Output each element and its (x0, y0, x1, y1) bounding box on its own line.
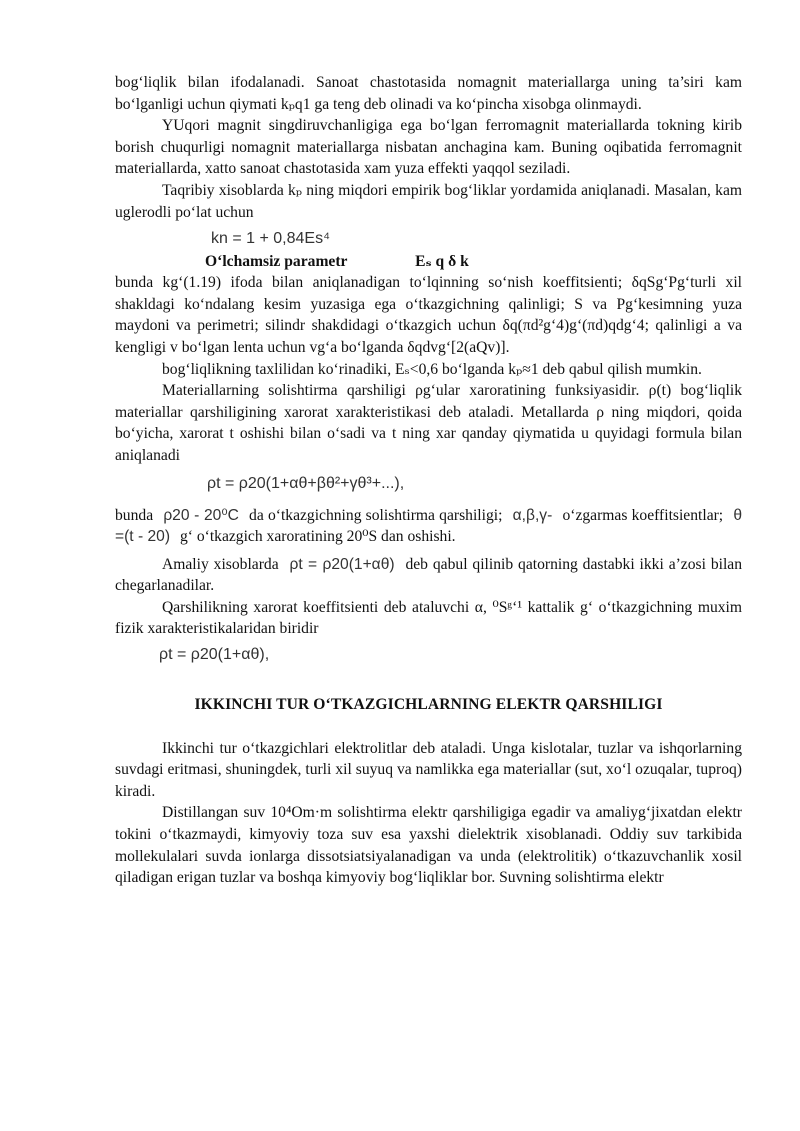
p7-text-3: o‘zgarmas (562, 506, 628, 524)
paragraph-1: bog‘liqlik bilan ifodalanadi. Sanoat chastotasida nomagnit materiallarga uning ta’siri kam bo‘lganligi uchun qiymati kₚq1 ga teng deb olinadi va ko‘pincha xisobga olinmaydi. (115, 74, 742, 113)
paragraph-8 (115, 554, 742, 597)
paragraph-5: bog‘liqlikning taxlilidan ko‘rinadiki, Eₛ<0,6 bo‘lganda kₚ≈1 deb qabul qilish mumkin. (162, 360, 702, 378)
document-page (115, 72, 742, 889)
paragraph-10: Ikkinchi tur o‘tkazgichlari elektrolitlar deb ataladi. Unga kislotalar, tuzlar va ishqorlarning suvdagi eritmasi, shuningdek, turli xil suyuq va namlikka ega materiallar (sut, xo‘l ozuqalar, tuproq) kiradi. (115, 739, 742, 800)
formula-rho-linear: ρt = ρ20(1+αθ), (159, 646, 270, 664)
p8-text-2: deb qabul qilinib qatorning dastabki ikki a’zosi bilan chegarlanadilar. (115, 555, 742, 595)
formula-rho-series: ρt = ρ20(1+αθ+βθ²+γθ³+...), (207, 474, 405, 492)
caption-line (205, 252, 742, 272)
paragraph-11: Distillangan suv 10⁴Om·m solishtirma elektr qarshiligiga egadir va amaliyg‘jixatdan elektr tokini o‘tkazmaydi, kimyoviy toza suv esa yaxshi dielektrik xisoblanadi. Oddiy suv tarkibida mollekulalari suvda ionlarga dissotsiatsiyalanadigan va unda (elektrolitik) o‘tkazuvchanlik xosil qiladigan erigan tuzlar va boshqa kimyoviy bog‘liqliklar bor. Suvning solishtirma elektr (115, 804, 742, 887)
caption-left: O‘lchamsiz parametr (205, 253, 348, 271)
p8-text-1: Amaliy xisoblarda (162, 555, 279, 573)
formula-kn: kn = 1 + 0,84Es⁴ (211, 230, 330, 248)
paragraph-3: Taqribiy xisoblarda kₚ ning miqdori empirik bog‘liklar yordamida aniqlanadi. Masalan, kam uglerodli po‘lat uchun (115, 181, 742, 221)
p7-text-5: g‘ o‘tkazgich xaroratining 20⁰S dan oshishi. (179, 528, 456, 546)
p7-formula-rho20: ρ20 - 20⁰C (163, 506, 239, 524)
caption-right: Eₛ q δ k (415, 253, 469, 271)
p7-formula-theta: θ =(t - 20) (115, 506, 743, 546)
paragraph-6: Materiallarning solishtirma qarshiligi ρg‘ular xaroratining funksiyasidir. ρ(t) bog‘liqlik materiallar qarshiligining xarorat xarakteristikasi deb ataladi. Metallarda ρ ning miqdori, qoida bo‘yicha, xarorat t oshishi bilan o‘sadi va t ning xar qanday qiymatida u quyidagi formula bilan aniqlanadi (115, 382, 742, 464)
p7-text-2: da o‘tkazgichning solishtirma qarshiligi; (249, 506, 503, 524)
section-heading: IKKINCHI TUR O‘TKAZGICHLARNING ELEKTR QARSHILIGI (194, 696, 663, 714)
paragraph-2: YUqori magnit singdiruvchanligiga ega bo‘lgan ferromagnit materiallarda tokning kirib borish chuqurligi nomagnit materiallarga nisbatan anchagina kam. Buning oqibatida ferromagnit materiallarda, xatto sanoat chastotasida xam yuza effekti yaqqol seziladi. (115, 117, 742, 178)
paragraph-9: Qarshilikning xarorat koeffitsienti deb ataluvchi α, ⁰Sᵍ‘¹ kattalik g‘ o‘tkazgichning muxim fizik xarakteristikalaridan biridir (115, 598, 742, 638)
p7-word-1: bunda (115, 506, 154, 524)
p8-formula: ρt = ρ20(1+αθ) (289, 555, 395, 573)
p7-text-4: koeffitsientlar; (631, 506, 724, 524)
paragraph-7 (115, 505, 742, 548)
paragraph-4: bunda kg‘(1.19) ifoda bilan aniqlanadigan to‘lqinning so‘nish koeffitsienti; δqSg‘Pg‘turli xil shakldagi ko‘ndalang kesim yuzasiga ega o‘tkazgichning qalinligi; S va Pg‘kesimning yuza maydoni va perimetri; silindr shakdidagi o‘tkazgich uchun δq(πd²g‘4)g‘(πd)qdg‘4; qalinligi a va kengligi v bo‘lgan lenta uchun vg‘a bo‘lganda δqdvg‘[2(aQv)]. (115, 274, 742, 356)
p7-formula-coefficients: α,β,γ- (512, 506, 553, 524)
